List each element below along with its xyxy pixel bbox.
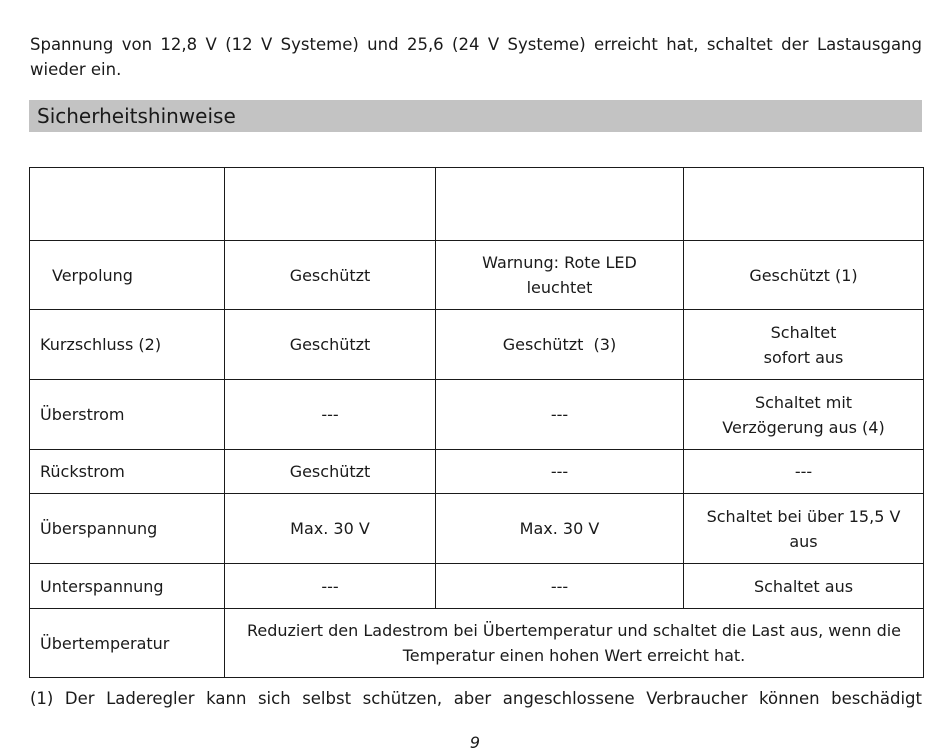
table-row (30, 380, 924, 450)
table-cell: Max. 30 V (436, 494, 684, 564)
table-row (30, 564, 924, 609)
row-label: Unterspannung (30, 564, 225, 609)
row-label: Übertemperatur (30, 609, 225, 678)
section-heading-bar (29, 100, 922, 132)
table-row (30, 494, 924, 564)
table-cell: Geschützt (225, 450, 436, 494)
table-cell: Geschützt (225, 241, 436, 310)
table-cell: Geschützt (1) (684, 241, 924, 310)
row-label: Überspannung (30, 494, 225, 564)
row-label: Kurzschluss (2) (30, 310, 225, 380)
table-row (30, 450, 924, 494)
header-cell (436, 168, 684, 241)
table-cell: Schaltet bei über 15,5 V aus (684, 494, 924, 564)
table-header-row (30, 168, 924, 241)
row-label: Verpolung (30, 241, 225, 310)
table-cell: --- (225, 564, 436, 609)
footnote: (1) Der Laderegler kann sich selbst schützen, aber angeschlossene Verbraucher können beschädigt (30, 689, 922, 708)
table-cell: Geschützt (3) (436, 310, 684, 380)
table-row (30, 310, 924, 380)
table-cell: Geschützt (225, 310, 436, 380)
section-title: Sicherheitshinweise (37, 104, 236, 128)
table-cell: --- (436, 380, 684, 450)
table-cell: Schaltet mit Verzögerung aus (4) (684, 380, 924, 450)
table-cell: --- (436, 564, 684, 609)
table-cell: --- (225, 380, 436, 450)
table-row (30, 609, 924, 678)
table-cell: --- (436, 450, 684, 494)
merged-cell: Reduziert den Ladestrom bei Übertemperatur und schaltet die Last aus, wenn die Temperatur einen hohen Wert erreicht hat. (225, 609, 924, 678)
table-cell: Max. 30 V (225, 494, 436, 564)
table-cell: --- (684, 450, 924, 494)
header-cell (225, 168, 436, 241)
header-cell (684, 168, 924, 241)
intro-paragraph: Spannung von 12,8 V (12 V Systeme) und 25,6 (24 V Systeme) erreicht hat, schaltet der Lastausgang wieder ein. (30, 35, 922, 79)
table-row (30, 241, 924, 310)
row-label: Rückstrom (30, 450, 225, 494)
page-number: 9 (469, 733, 481, 752)
header-cell (30, 168, 225, 241)
table-cell: Schaltet aus (684, 564, 924, 609)
row-label: Überstrom (30, 380, 225, 450)
safety-table (29, 167, 924, 678)
table-cell: Schaltet sofort aus (684, 310, 924, 380)
table-cell: Warnung: Rote LED leuchtet (436, 241, 684, 310)
